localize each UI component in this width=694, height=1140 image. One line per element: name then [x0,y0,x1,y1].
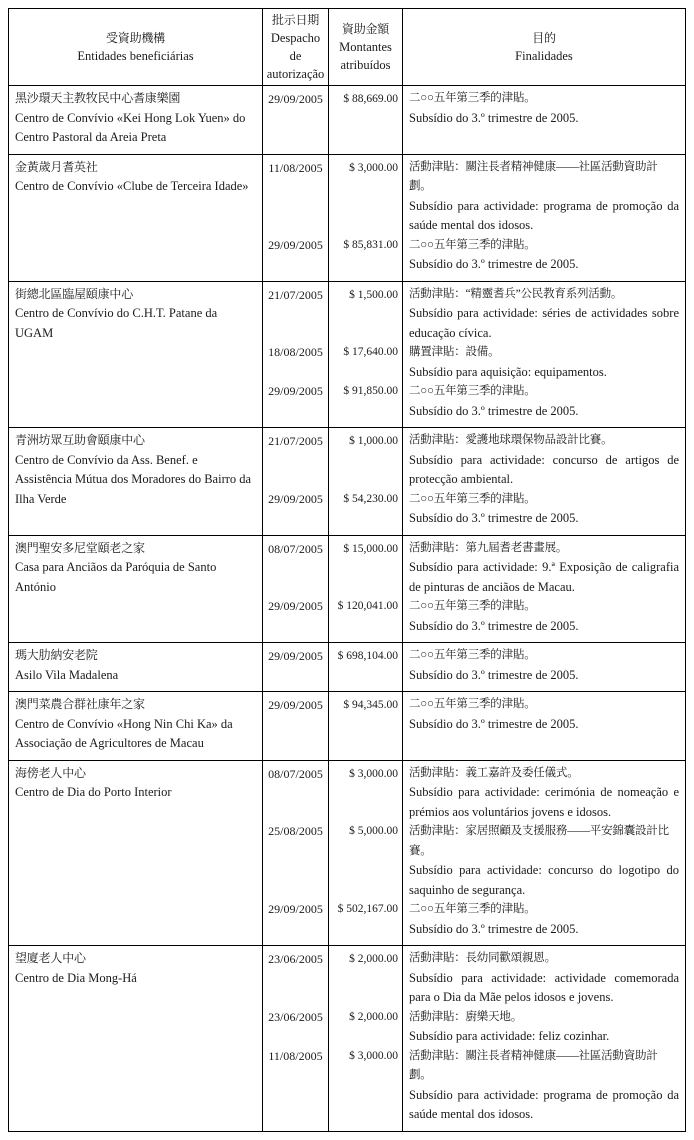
purpose-zh: 二○○五年第三季的津貼。 [409,649,536,661]
grant-purpose-cell [402,236,685,281]
grant-purpose-cell [402,1047,685,1131]
entity-cell [9,692,262,760]
purpose-zh: 活動津貼：第九屆耆老書畫展。 [409,541,568,554]
grant-purpose-cell [402,1008,685,1047]
table-row [9,692,685,761]
entity-name-pt: Asilo Vila Madalena [15,667,119,682]
grant-date: 18/08/2005 [262,343,328,382]
purpose-pt: Subsídio para actividade: 9.ª Exposição de caligrafia de pinturas de anciãos de Macau. [409,560,679,594]
grant-amount: $ 2,000.00 [328,1008,402,1047]
grant-amount: $ 1,000.00 [328,428,402,490]
grant-purpose-cell [402,900,685,945]
grant-purpose-cell [402,643,685,691]
purpose-zh: 二○○五年第三季的津貼。 [409,385,536,397]
table-body [9,86,685,1131]
purpose-pt: Subsídio do 3.º trimestre de 2005. [409,921,579,936]
grant-purpose-cell [402,382,685,427]
entity-name-pt: Centro de Convívio «Clube de Terceira Idade» [15,179,249,193]
entity-cell [9,282,262,428]
purpose-zh: 活動津貼：家居照顧及支援服務——平安錦囊設計比賽。 [409,825,669,857]
grant-purpose-cell [402,761,685,823]
purpose-pt: Subsídio para actividade: cerimónia de nomeação e prémios aos voluntários jovens e idosos. [409,785,679,819]
grant-purpose-cell [402,490,685,535]
header-entity-pt: Entidades beneficiárias [77,49,194,63]
purpose-zh: 二○○五年第三季的津貼。 [409,238,536,251]
purpose-pt: Subsídio para actividade: programa de promoção da saúde mental dos idosos. [409,1087,679,1121]
table-row [9,155,685,282]
purpose-zh: 二○○五年第三季的津貼。 [409,903,536,915]
grant-date: 23/06/2005 [262,946,328,1008]
purpose-zh: 活動津貼：關注長者精神健康——社區活動資助計劃。 [409,1049,658,1081]
subsidy-table [8,8,686,1132]
grant-amount: $ 5,000.00 [328,822,402,900]
entity-name-pt: Centro de Convívio da Ass. Benef. e Assistência Mútua dos Moradores do Bairro da Ilha Verde [15,452,252,506]
grant-amount: $ 2,000.00 [328,946,402,1008]
header-amount-pt: Montantes atribuídos [339,40,392,72]
table-row [9,761,685,947]
entity-name-zh: 望廈老人中心 [15,951,86,965]
purpose-pt: Subsídio do 3.º trimestre de 2005. [409,110,579,125]
grant-date: 21/07/2005 [262,282,328,344]
purpose-zh: 活動津貼：“精靈耆兵”公民教育系列活動。 [409,287,623,300]
grant-amount: $ 17,640.00 [328,343,402,382]
grant-purpose-cell [402,86,685,154]
entity-name-zh: 金黃歲月耆英社 [15,159,98,174]
entity-cell [9,761,262,946]
table-row [9,428,685,536]
purpose-pt: Subsídio para actividade: concurso de artigos de protecção ambiental. [409,452,679,486]
header-amount-zh: 資助金額 [341,22,390,36]
grant-purpose-cell [402,428,685,490]
header-purpose [402,9,685,85]
grant-amount: $ 91,850.00 [328,382,402,427]
purpose-pt: Subsídio para actividade: feliz cozinhar. [409,1029,610,1043]
purpose-pt: Subsídio do 3.º trimestre de 2005. [409,511,579,525]
header-date-pt: Despacho de autorização [266,31,325,81]
entity-name-pt: Centro de Dia Mong-Há [15,970,137,985]
entity-cell [9,428,262,535]
grant-amount: $ 120,041.00 [328,597,402,642]
purpose-pt: Subsídio do 3.º trimestre de 2005. [409,257,579,271]
entity-name-zh: 澳門聖安多尼堂頤老之家 [15,540,145,555]
grant-purpose-cell [402,597,685,642]
grant-amount: $ 1,500.00 [328,282,402,344]
header-date [262,9,328,85]
entity-name-pt: Centro de Convívio «Kei Hong Lok Yuen» do Centro Pastoral da Areia Preta [15,110,246,144]
purpose-zh: 活動津貼：廚樂天地。 [409,1010,522,1023]
purpose-pt: Subsídio para actividade: actividade comemorada para o Dia da Mãe pelos idosos e jovens. [409,970,679,1004]
header-entity-zh: 受資助機構 [105,31,165,45]
entity-name-pt: Centro de Convívio do C.H.T. Patane da UGAM [15,306,218,340]
grant-purpose-cell [402,343,685,382]
grant-date: 11/08/2005 [262,1047,328,1131]
entity-cell [9,536,262,643]
table-row [9,536,685,644]
purpose-pt: Subsídio para aquisição: equipamentos. [409,364,607,379]
grant-amount: $ 3,000.00 [328,1047,402,1131]
grant-date: 21/07/2005 [262,428,328,490]
purpose-pt: Subsídio para actividade: programa de promoção da saúde mental dos idosos. [409,198,679,232]
grant-amount: $ 94,345.00 [328,692,402,760]
header-purpose-zh: 目的 [532,31,556,45]
entity-cell [9,86,262,154]
grant-date: 08/07/2005 [262,536,328,598]
grant-purpose-cell [402,946,685,1008]
table-header [9,9,685,86]
purpose-pt: Subsídio do 3.º trimestre de 2005. [409,618,579,633]
grant-date: 29/09/2005 [262,692,328,760]
purpose-zh: 二○○五年第三季的津貼。 [409,600,536,612]
entity-name-pt: Casa para Anciãos da Paróquia de Santo António [15,560,217,594]
entity-name-zh: 青洲坊眾互助會頤康中心 [15,433,145,447]
grant-amount: $ 54,230.00 [328,490,402,535]
grant-amount: $ 3,000.00 [328,761,402,823]
grant-date: 29/09/2005 [262,490,328,535]
grant-date: 29/09/2005 [262,86,328,154]
header-entity [9,9,262,85]
grant-purpose-cell [402,536,685,598]
purpose-zh: 二○○五年第三季的津貼。 [409,492,536,505]
purpose-pt: Subsídio para actividade: séries de actividades sobre educação cívica. [409,306,679,340]
entity-cell [9,946,262,1131]
grant-amount: $ 3,000.00 [328,155,402,236]
table-row [9,86,685,155]
purpose-zh: 活動津貼：長幼同歡頌親恩。 [409,952,556,964]
entity-name-zh: 海傍老人中心 [15,765,86,780]
entity-name-zh: 瑪大肋納安老院 [15,648,98,662]
table-row [9,946,685,1131]
grant-date: 29/09/2005 [262,643,328,691]
purpose-zh: 活動津貼：關注長者精神健康——社區活動資助計劃。 [409,160,658,192]
grant-date: 29/09/2005 [262,597,328,642]
header-date-zh: 批示日期 [271,13,320,27]
grant-amount: $ 15,000.00 [328,536,402,598]
header-purpose-pt: Finalidades [515,49,573,63]
entity-cell [9,155,262,281]
grant-date: 08/07/2005 [262,761,328,823]
purpose-zh: 二○○五年第三季的津貼。 [409,698,536,710]
header-amount [328,9,402,85]
grant-amount: $ 88,669.00 [328,86,402,154]
grant-amount: $ 502,167.00 [328,900,402,945]
entity-name-pt: Centro de Dia do Porto Interior [15,785,172,799]
grant-date: 29/09/2005 [262,236,328,281]
grant-date: 11/08/2005 [262,155,328,236]
grant-purpose-cell [402,692,685,760]
grant-purpose-cell [402,155,685,236]
purpose-pt: Subsídio do 3.º trimestre de 2005. [409,716,579,731]
grant-date: 25/08/2005 [262,822,328,900]
entity-name-zh: 黑沙環天主教牧民中心耆康樂園 [15,91,181,105]
purpose-zh: 購置津貼：設備。 [409,346,500,358]
purpose-pt: Subsídio do 3.º trimestre de 2005. [409,667,579,682]
table-row [9,643,685,692]
purpose-pt: Subsídio para actividade: concurso do logotipo do saquinho de segurança. [409,863,679,897]
entity-name-zh: 街總北區臨屋頤康中心 [15,286,134,301]
entity-cell [9,643,262,691]
entity-name-pt: Centro de Convívio «Hong Nin Chi Ka» da Associação de Agricultores de Macau [15,716,233,750]
entity-name-zh: 澳門菜農合群社康年之家 [15,697,145,711]
purpose-zh: 二○○五年第三季的津貼。 [409,92,536,104]
table-row [9,282,685,429]
grant-date: 29/09/2005 [262,382,328,427]
grant-date: 23/06/2005 [262,1008,328,1047]
grant-purpose-cell [402,822,685,900]
grant-amount: $ 698,104.00 [328,643,402,691]
grant-purpose-cell [402,282,685,344]
purpose-pt: Subsídio do 3.º trimestre de 2005. [409,403,579,418]
grant-date: 29/09/2005 [262,900,328,945]
grant-amount: $ 85,831.00 [328,236,402,281]
purpose-zh: 活動津貼：愛護地球環保物品設計比賽。 [409,434,613,446]
purpose-zh: 活動津貼：義工嘉許及委任儀式。 [409,766,579,779]
